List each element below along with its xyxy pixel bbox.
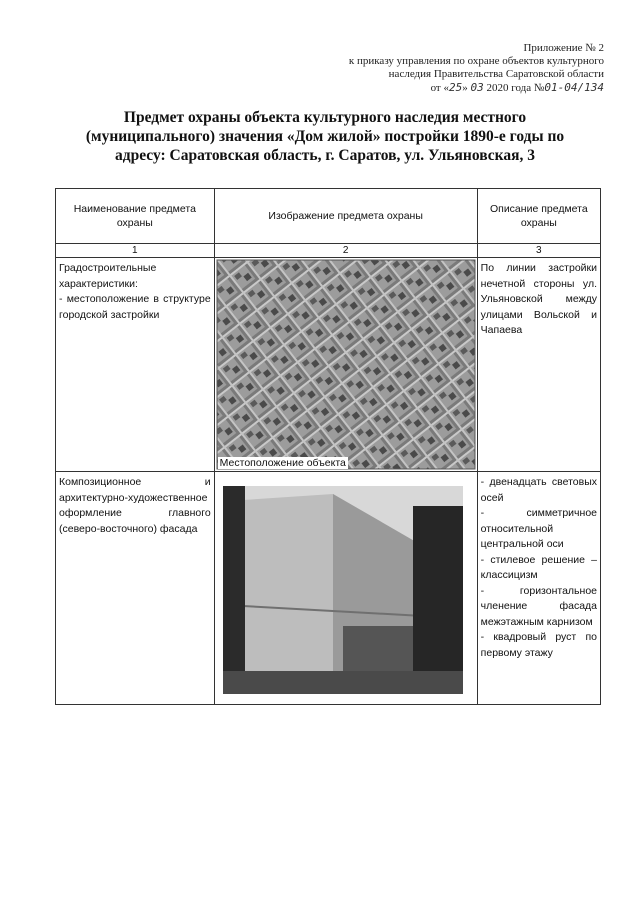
- handwritten-order-no: 01-04/134: [544, 81, 604, 94]
- header-description: Описание предмета охраны: [477, 189, 600, 244]
- appendix-number: Приложение № 2: [523, 42, 604, 54]
- table-row: [56, 472, 601, 705]
- facade-photo-image: [223, 486, 463, 694]
- handwritten-day: 25: [448, 81, 463, 94]
- row-description: По линии застройки нечетной стороны ул. Ульяновской между улицами Вольской и Чапаева: [480, 262, 597, 336]
- appendix-authority: наследия Правительства Саратовской области: [388, 68, 604, 80]
- table-header-row: [56, 189, 601, 244]
- document-title: Предмет охраны объекта культурного наследия местного (муниципального) значения «Дом жилой» постройки 1890-е годы по адресу: Саратовская область, г. Саратов, ул. Ульяновская, 3: [85, 109, 565, 164]
- table-row: [56, 258, 601, 472]
- appendix-date-line: от «25» 03 2020 года №01-04/134: [430, 81, 604, 94]
- protection-subject-table: [55, 188, 601, 705]
- row-description: - двенадцать световых осей - симметричное относительной центральной оси - стилевое решение – классицизм - горизонтальное членение фасада межэтажным карнизом - квадровый руст по первому этажу: [480, 476, 597, 659]
- handwritten-month: 03: [470, 81, 484, 94]
- table-number-row: 1 2 3: [56, 244, 601, 258]
- aerial-map-image: [215, 258, 477, 471]
- row-name: Градостроительные характеристики: - местоположение в структуре городской застройки: [59, 262, 211, 321]
- appendix-header: [304, 42, 604, 95]
- appendix-order-ref: к приказу управления по охране объектов культурного: [348, 55, 604, 67]
- header-image: Изображение предмета охраны: [214, 189, 477, 244]
- image-caption: Местоположение объекта: [219, 457, 346, 469]
- header-name: Наименование предмета охраны: [56, 189, 215, 244]
- row-name: Композиционное и архитектурно-художественное оформление главного (северо-восточного) фасада: [59, 476, 211, 535]
